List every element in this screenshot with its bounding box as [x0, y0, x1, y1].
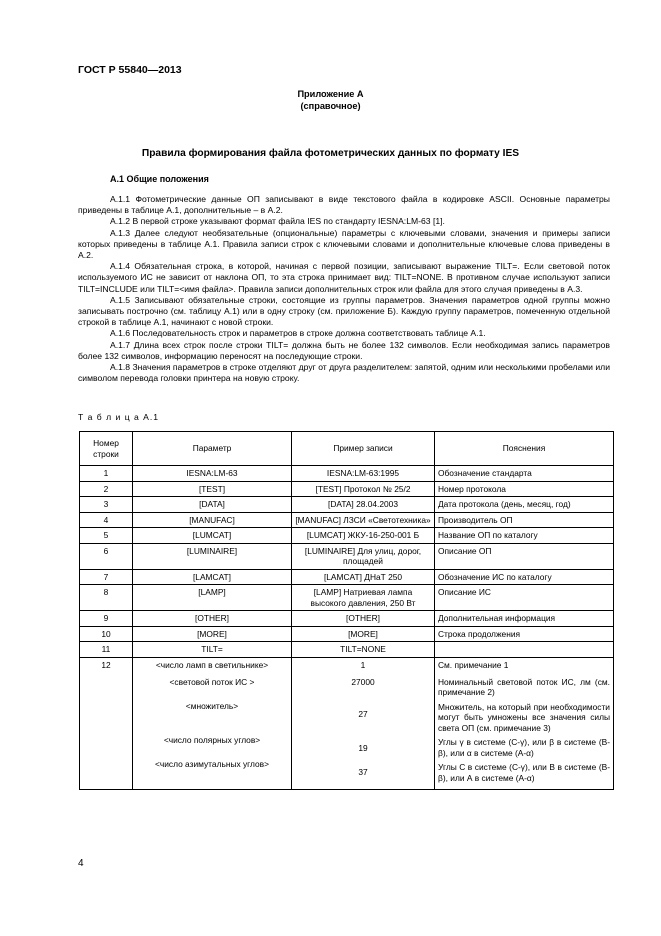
notes-cell: Описание ИС	[435, 585, 614, 611]
example-cell: [MANUFAC] ЛЗСИ «Светотехника»	[292, 512, 435, 528]
notes-cell: Обозначение стандарта	[435, 466, 614, 482]
example-cell: [DATA] 28.04.2003	[292, 497, 435, 513]
paragraph: А.1.2 В первой строке указывают формат файла IES по стандарту IESNA:LM-63 [1].	[110, 216, 445, 227]
parameters-table	[79, 431, 614, 790]
table-caption: Т а б л и ц а А.1	[78, 412, 160, 422]
paragraph: А.1.5 Записывают обязательные строки, состоящие из группы параметров. Значения параметров одной группы можно записывать построчно (см. таблицу А.1) или в одну строку (см. приложение Б). Каждую группу параметров, помеченную отдельной строкой в таблице А.1, начинают с новой строки.	[78, 294, 610, 328]
parameter-cell: [OTHER]	[133, 611, 292, 627]
example-cell: [LAMCAT] ДНаТ 250	[292, 569, 435, 585]
notes-cell: Производитель ОП	[435, 512, 614, 528]
example-cell	[292, 657, 435, 789]
row-number-cell: 12	[80, 657, 133, 789]
table-row	[80, 512, 614, 528]
header-notes: Пояснения	[435, 432, 614, 466]
notes-cell	[435, 642, 614, 658]
row-number-cell: 6	[80, 543, 133, 569]
row-number-cell: 7	[80, 569, 133, 585]
table-row	[80, 466, 614, 482]
paragraph: А.1.1 Фотометрические данные ОП записывают в виде текстового файла в кодировке ASCII. Основные параметры приведены в таблице А.1, дополнительные – в А.2.	[78, 194, 610, 216]
example-polar-angles: 19	[358, 742, 368, 753]
example-cell: [MORE]	[292, 626, 435, 642]
row-number-cell: 3	[80, 497, 133, 513]
table-row-12	[80, 657, 614, 789]
parameter-polar-angles: <число полярных углов>	[163, 734, 261, 745]
parameter-multiplier: <множитель>	[185, 700, 239, 711]
row-number-cell: 2	[80, 481, 133, 497]
notes-cell: Дополнительная информация	[435, 611, 614, 627]
row-number-cell: 9	[80, 611, 133, 627]
document-header: ГОСТ Р 55840—2013	[78, 64, 182, 76]
example-lamp-count: 1	[360, 659, 366, 670]
note-multiplier: Множитель, на который при необходимости могут быть умножены все значения силы света ОП (см. примечание 3)	[438, 701, 610, 733]
notes-cell	[435, 657, 614, 789]
appendix-title: Приложение А	[297, 89, 364, 99]
parameter-cell: [MANUFAC]	[133, 512, 292, 528]
table-row	[80, 543, 614, 569]
table-row	[80, 481, 614, 497]
notes-cell: Описание ОП	[435, 543, 614, 569]
example-cell: TILT=NONE	[292, 642, 435, 658]
row-number-cell: 5	[80, 528, 133, 544]
example-cell: [LAMP] Натриевая лампа высокого давления, 250 Вт	[292, 585, 435, 611]
table-row	[80, 611, 614, 627]
paragraph: А.1.6 Последовательность строк и параметров в строке должна соответствовать таблице А.1.	[110, 328, 486, 339]
example-cell: [OTHER]	[292, 611, 435, 627]
table-row	[80, 626, 614, 642]
parameter-cell: [LAMCAT]	[133, 569, 292, 585]
table-row	[80, 528, 614, 544]
notes-cell: Номер протокола	[435, 481, 614, 497]
table-row	[80, 585, 614, 611]
header-parameter: Параметр	[133, 432, 292, 466]
appendix-main-title: Правила формирования файла фотометрических данных по формату IES	[141, 148, 520, 159]
example-multiplier: 27	[358, 708, 368, 719]
parameter-cell: TILT=	[133, 642, 292, 658]
example-luminous-flux: 27000	[351, 676, 375, 687]
note-polar-angles: Углы γ в системе (С-γ), или β в системе (В-β), или α в системе (А-α)	[438, 737, 610, 758]
parameter-cell: [LUMCAT]	[133, 528, 292, 544]
example-cell: IESNA:LM-63:1995	[292, 466, 435, 482]
header-example: Пример записи	[292, 432, 435, 466]
row-number-cell: 10	[80, 626, 133, 642]
note-azimuth-angles: Углы С в системе (С-γ), или В в системе (В-β), или А в системе (А-α)	[438, 762, 610, 783]
row-number-cell: 4	[80, 512, 133, 528]
parameter-luminous-flux: <световой поток ИС >	[169, 676, 255, 687]
example-azimuth-angles: 37	[358, 766, 368, 777]
example-cell: [LUMCAT] ЖКУ-16-250-001 Б	[292, 528, 435, 544]
parameter-cell	[133, 657, 292, 789]
notes-cell: Строка продолжения	[435, 626, 614, 642]
appendix-heading	[0, 88, 661, 112]
row-number-cell: 11	[80, 642, 133, 658]
section-heading: А.1 Общие положения	[110, 174, 209, 184]
table-row	[80, 569, 614, 585]
parameter-lamp-count: <число ламп в светильнике>	[155, 659, 269, 670]
parameter-cell: [MORE]	[133, 626, 292, 642]
paragraph: А.1.3 Далее следуют необязательные (опциональные) параметры с ключевыми словами, значения и примеры записи которых приведены в таблице А.1. Правила записи строк с ключевыми словами и дополнительные ключевые слова приведены в А.2.	[78, 227, 610, 261]
parameter-cell: [LAMP]	[133, 585, 292, 611]
paragraph: А.1.8 Значения параметров в строке отделяют друг от друга разделителем: запятой, одним или несколькими пробелами или символом перевода головки принтера на новую строку.	[78, 362, 610, 384]
page-number: 4	[78, 858, 84, 869]
paragraph: А.1.4 Обязательная строка, в которой, начиная с первой позиции, записывают выражение TILT=. Если световой поток используемого ИС не зависит от наклона ОП, то эта строка принимает вид: TILT=NONE. В противном случае используют записи TILT=INCLUDE или TILT=<имя файла>. Правила записи дополнительных строк или файла для этого случая приведены в А.3.	[78, 261, 610, 294]
row-number-cell: 8	[80, 585, 133, 611]
example-cell: [TEST] Протокол № 25/2	[292, 481, 435, 497]
parameter-cell: [TEST]	[133, 481, 292, 497]
notes-cell: Название ОП по каталогу	[435, 528, 614, 544]
paragraph: А.1.7 Длина всех строк после строки TILT= должна быть не более 132 символов. Если необходимая запись параметров более 132 символов, информацию переносят на последующие строки.	[78, 339, 610, 361]
note-luminous-flux: Номинальный световой поток ИС, лм (см. примечание 2)	[438, 676, 610, 697]
parameter-cell: [DATA]	[133, 497, 292, 513]
table-row	[80, 497, 614, 513]
parameter-cell: [LUMINAIRE]	[133, 543, 292, 569]
row-number-cell: 1	[80, 466, 133, 482]
parameter-cell: IESNA:LM-63	[133, 466, 292, 482]
notes-cell: Дата протокола (день, месяц, год)	[435, 497, 614, 513]
example-cell: [LUMINAIRE] Для улиц, дорог, площадей	[292, 543, 435, 569]
notes-cell: Обозначение ИС по каталогу	[435, 569, 614, 585]
parameter-azimuth-angles: <число азимутальных углов>	[154, 758, 270, 769]
note-lamp-count: См. примечание 1	[438, 659, 509, 670]
header-row-number: Номер строки	[80, 432, 133, 466]
body-text	[78, 194, 610, 384]
table-row	[80, 642, 614, 658]
appendix-type: (справочное)	[300, 101, 361, 111]
table-header-row	[80, 432, 614, 466]
